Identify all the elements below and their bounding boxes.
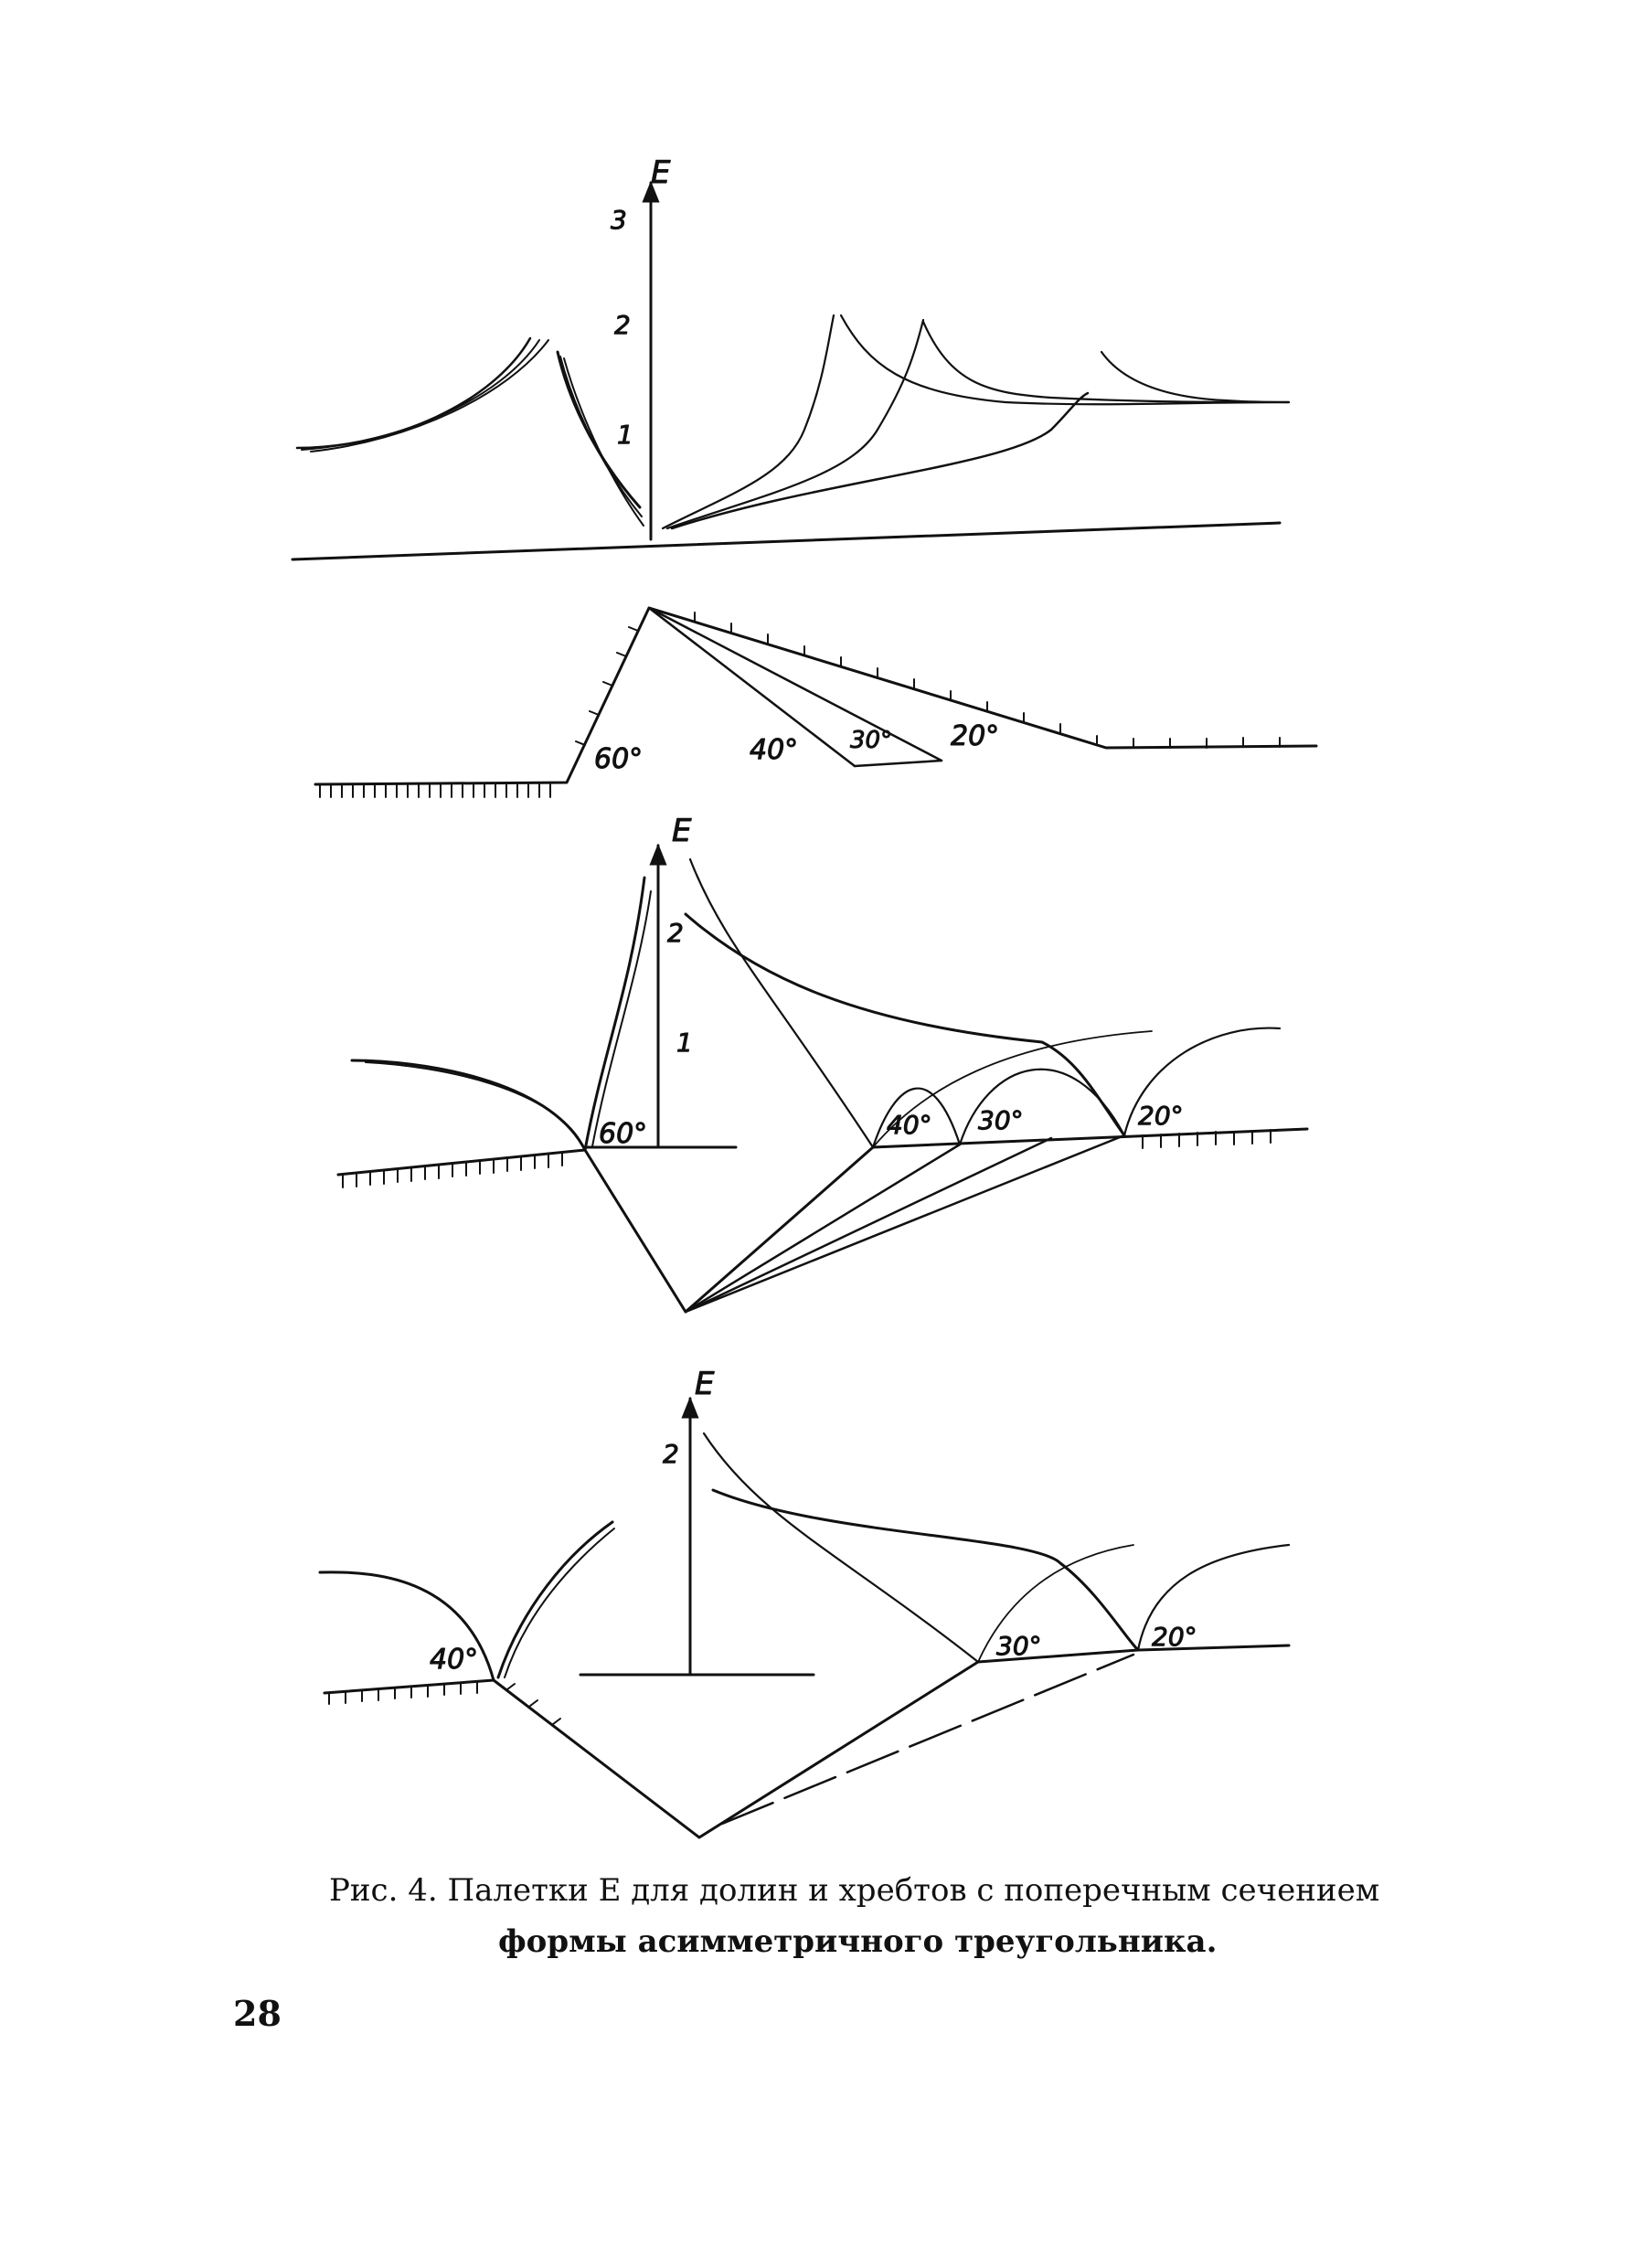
caption-line-2: формы асимметричного треугольника. bbox=[498, 1923, 1218, 1960]
e-axis-label: E bbox=[651, 154, 671, 191]
panel-1-e-curves bbox=[293, 183, 1289, 559]
tick-label: 3 bbox=[611, 205, 627, 235]
angle-label: 30° bbox=[850, 727, 893, 754]
angle-label: 40° bbox=[887, 1110, 932, 1140]
angle-label: 20° bbox=[1152, 1622, 1197, 1652]
figure-caption bbox=[302, 1865, 1453, 1967]
angle-label: 60° bbox=[599, 1118, 648, 1150]
page-number: 28 bbox=[233, 1993, 282, 2034]
e-axis-label: E bbox=[672, 813, 692, 849]
tick-label: 2 bbox=[663, 1439, 679, 1469]
panel-3-valley bbox=[320, 1366, 1289, 1837]
tick-label: 1 bbox=[676, 1028, 693, 1058]
ridge-profile bbox=[315, 608, 1316, 797]
tick-label: 1 bbox=[617, 420, 633, 450]
angle-label: 40° bbox=[750, 734, 799, 766]
angle-label: 20° bbox=[951, 720, 1000, 752]
angle-label: 60° bbox=[594, 743, 644, 775]
angle-label: 30° bbox=[996, 1631, 1042, 1661]
baseline-1 bbox=[293, 523, 1280, 559]
angle-label: 30° bbox=[978, 1105, 1024, 1135]
tick-label: 2 bbox=[614, 310, 631, 340]
caption-line-1: Рис. 4. Палетки Е для долин и хребтов с поперечным сечением bbox=[329, 1872, 1380, 1909]
angle-label: 20° bbox=[1138, 1101, 1184, 1131]
tick-label: 2 bbox=[667, 918, 684, 948]
e-axis-label: E bbox=[695, 1366, 715, 1402]
panel-2-valley bbox=[338, 813, 1307, 1312]
angle-label: 40° bbox=[430, 1644, 479, 1676]
